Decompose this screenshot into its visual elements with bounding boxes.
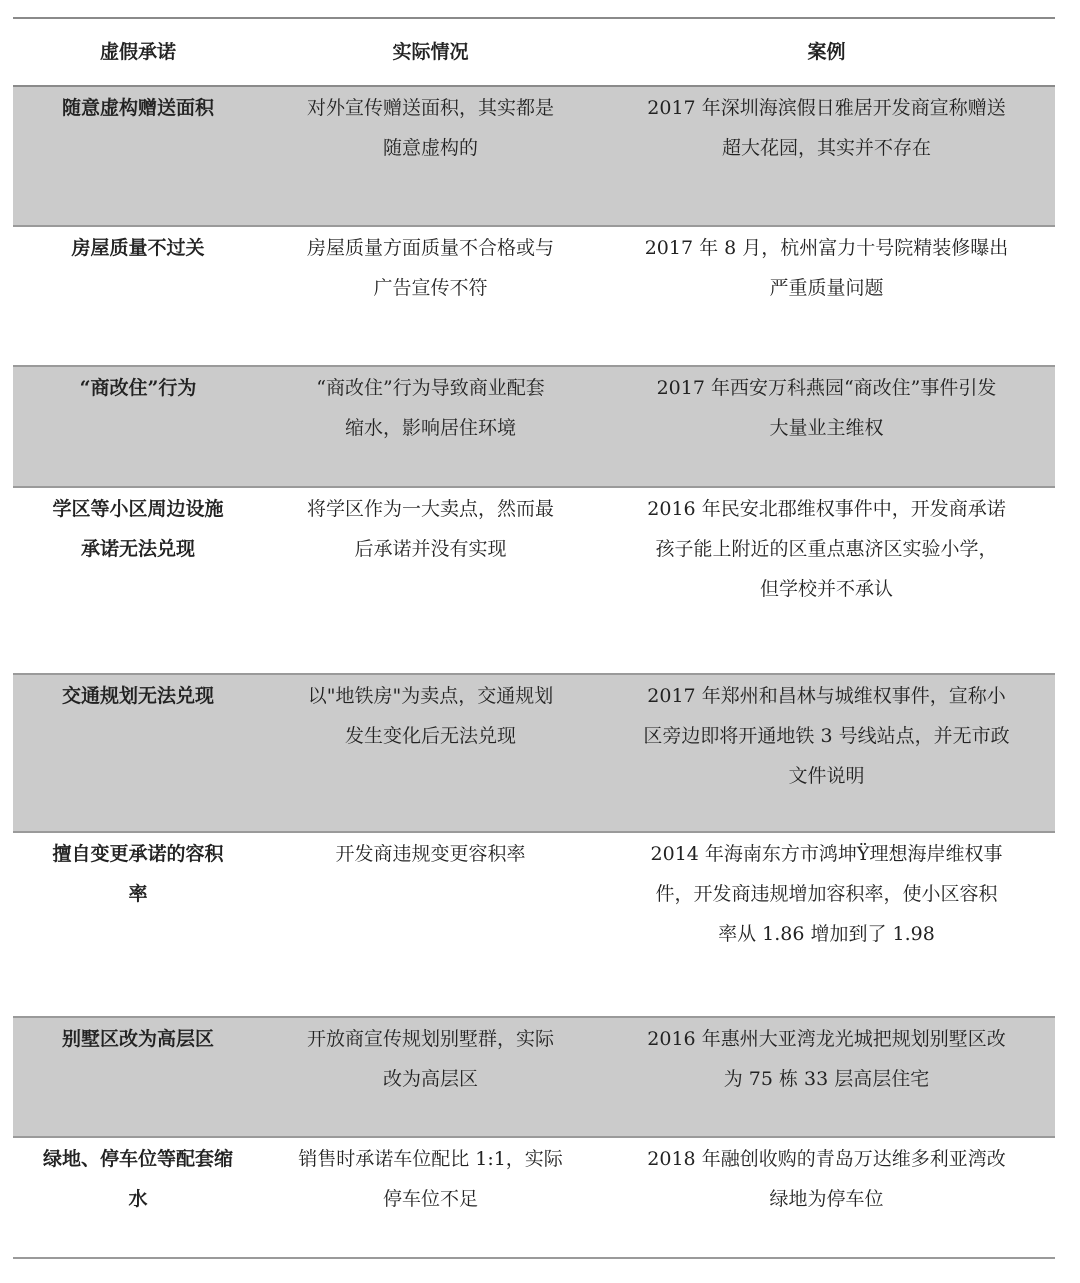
reality-cell (263, 833, 598, 1016)
case-cell-line: 2017 年深圳海滨假日雅居开发商宣称赠送 (647, 97, 1006, 119)
case-cell (598, 1138, 1055, 1257)
reality-cell-line: 随意虚构的 (382, 137, 478, 159)
case-cell-line: 2018 年融创收购的青岛万达维多利亚湾改 (647, 1148, 1006, 1170)
reality-cell-line: 开放商宣传规划别墅群，实际 (306, 1028, 554, 1050)
case-cell-line: 2017 年 8 月，杭州富力十号院精装修曝出 (644, 237, 1009, 259)
case-cell-line: 率从 1.86 增加到了 1.98 (718, 923, 935, 945)
table-row (13, 227, 1055, 367)
table-header-row (13, 19, 1055, 87)
table-row (13, 488, 1055, 675)
case-cell (598, 1018, 1055, 1136)
promise-cell (13, 1138, 263, 1257)
case-cell-line: 件，开发商违规增加容积率，使小区容积 (655, 883, 998, 905)
case-cell (598, 367, 1055, 486)
promise-cell-line: 房屋质量不过关 (71, 237, 205, 259)
case-cell-line: 为 75 栋 33 层高层住宅 (723, 1068, 930, 1090)
reality-cell-line: 缩水，影响居住环境 (344, 417, 516, 439)
reality-cell-line: 以"地铁房"为卖点，交通规划 (307, 685, 554, 707)
reality-cell-line: 发生变化后无法兑现 (344, 725, 516, 747)
case-cell-line: 2014 年海南东方市鸿坤Ÿ理想海岸维权事 (650, 843, 1003, 865)
promise-cell-line: 水 (128, 1188, 148, 1210)
promise-cell (13, 227, 263, 365)
reality-cell (263, 675, 598, 831)
promise-cell-line: 学区等小区周边设施 (52, 498, 224, 520)
case-cell-line: 大量业主维权 (769, 417, 884, 439)
table-row (13, 1138, 1055, 1259)
case-cell-line: 超大花园，其实并不存在 (721, 137, 931, 159)
table-row (13, 675, 1055, 833)
promise-cell (13, 87, 263, 225)
header-reality: 实际情况 (392, 41, 469, 63)
reality-cell-line: 销售时承诺车位配比 1:1，实际 (298, 1148, 563, 1170)
header-promise: 虚假承诺 (99, 41, 176, 63)
table-row (13, 833, 1055, 1018)
reality-cell-line: 对外宣传赠送面积，其实都是 (306, 97, 554, 119)
promise-cell (13, 833, 263, 1016)
case-cell-line: 2017 年郑州和昌林与城维权事件，宣称小 (647, 685, 1006, 707)
case-cell-line: 区旁边即将开通地铁 3 号线站点，并无市政 (643, 725, 1010, 747)
reality-cell (263, 227, 598, 365)
case-cell (598, 833, 1055, 1016)
reality-cell-line: 后承诺并没有实现 (354, 538, 507, 560)
table-row (13, 367, 1055, 488)
promise-cell (13, 488, 263, 673)
reality-cell-line: 改为高层区 (382, 1068, 478, 1090)
case-cell (598, 488, 1055, 673)
reality-cell-line: 将学区作为一大卖点，然而最 (306, 498, 554, 520)
table-body (13, 87, 1055, 1259)
case-cell-line: 2016 年惠州大亚湾龙光城把规划别墅区改 (647, 1028, 1006, 1050)
header-case: 案例 (807, 41, 846, 63)
promise-cell-line: 绿地、停车位等配套缩 (42, 1148, 233, 1170)
promise-cell-line: 交通规划无法兑现 (61, 685, 214, 707)
reality-cell (263, 1138, 598, 1257)
reality-cell (263, 488, 598, 673)
promise-cell-line: 承诺无法兑现 (80, 538, 195, 560)
reality-cell (263, 87, 598, 225)
promise-cell (13, 1018, 263, 1136)
case-cell-line: 孩子能上附近的区重点惠济区实验小学， (655, 538, 998, 560)
case-cell-line: 严重质量问题 (769, 277, 884, 299)
reality-cell-line: 广告宣传不符 (373, 277, 488, 299)
reality-cell-line: “商改住”行为导致商业配套 (316, 377, 545, 399)
case-cell (598, 675, 1055, 831)
table-row (13, 87, 1055, 227)
promise-cell-line: 别墅区改为高层区 (61, 1028, 214, 1050)
promise-cell-line: “商改住”行为 (79, 377, 197, 399)
reality-cell-line: 停车位不足 (382, 1188, 478, 1210)
reality-cell (263, 1018, 598, 1136)
promise-cell (13, 675, 263, 831)
false-promises-table (13, 17, 1055, 1259)
promise-cell-line: 率 (128, 883, 148, 905)
case-cell-line: 绿地为停车位 (769, 1188, 884, 1210)
promise-cell-line: 随意虚构赠送面积 (61, 97, 214, 119)
promise-cell-line: 擅自变更承诺的容积 (52, 843, 224, 865)
reality-cell-line: 开发商违规变更容积率 (335, 843, 526, 865)
reality-cell (263, 367, 598, 486)
case-cell (598, 87, 1055, 225)
case-cell (598, 227, 1055, 365)
table-row (13, 1018, 1055, 1138)
reality-cell-line: 房屋质量方面质量不合格或与 (306, 237, 554, 259)
case-cell-line: 但学校并不承认 (759, 578, 893, 600)
case-cell-line: 2016 年民安北郡维权事件中，开发商承诺 (647, 498, 1006, 520)
case-cell-line: 文件说明 (788, 765, 865, 787)
promise-cell (13, 367, 263, 486)
case-cell-line: 2017 年西安万科燕园“商改住”事件引发 (656, 377, 997, 399)
